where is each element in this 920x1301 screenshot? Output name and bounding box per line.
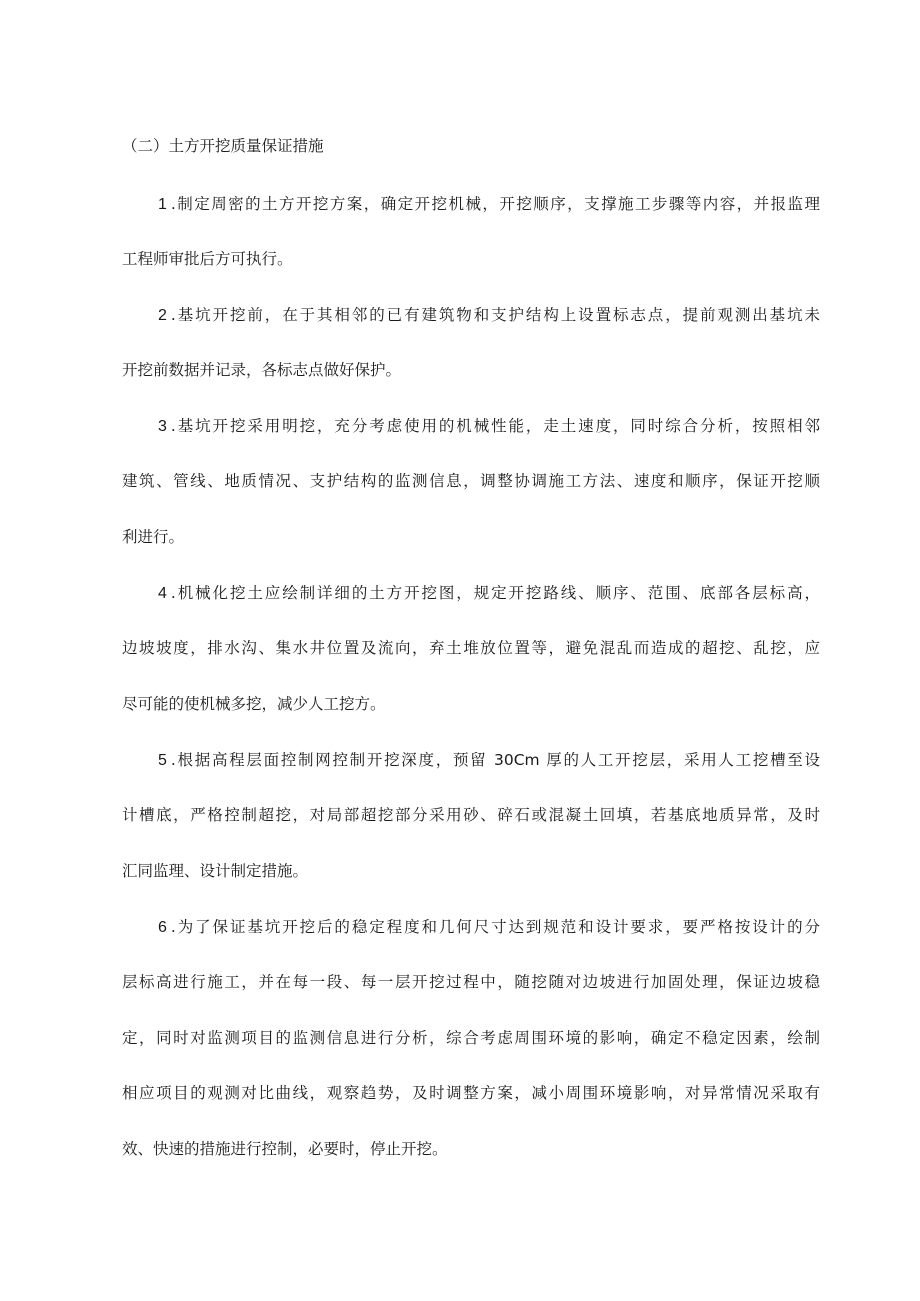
paragraph-3-line-1	[158, 413, 820, 440]
item-number: 5	[158, 752, 167, 769]
paragraph-6-line-5: 效、快速的措施进行控制，必要时，停止开挖。	[122, 1140, 448, 1158]
paragraph-text: .机械化挖土应绘制详细的土方开挖图，规定开挖路线、顺序、范围、底部各层标高，	[170, 584, 820, 602]
paragraph-5-line-2	[122, 802, 820, 828]
paragraph-2-line-1	[158, 302, 820, 329]
paragraph-text: 计槽底，严格控制超挖，对局部超挖部分采用砂、碎石或混凝土回填，若基底地质异常，及时	[122, 806, 820, 824]
item-number: 2	[158, 307, 167, 324]
item-number: 6	[158, 919, 167, 936]
paragraph-4-line-3: 尽可能的使机械多挖，减少人工挖方。	[122, 695, 386, 713]
paragraph-5-line-1	[158, 747, 820, 774]
paragraph-6-line-2	[122, 969, 820, 995]
paragraph-text: .基坑开挖前，在于其相邻的已有建筑物和支护结构上设置标志点，提前观测出基坑未	[170, 306, 820, 324]
paragraph-text: .制定周密的土方开挖方案，确定开挖机械，开挖顺序，支撑施工步骤等内容，并报监理	[170, 195, 820, 213]
paragraph-text: .根据高程层面控制网控制开挖深度，预留 30Cm 厚的人工开挖层，采用人工挖槽至设	[170, 751, 820, 769]
item-number: 4	[158, 585, 167, 602]
paragraph-3-line-3: 利进行。	[122, 528, 185, 546]
paragraph-4-line-2	[122, 635, 820, 661]
paragraph-2-line-2: 开挖前数据并记录，各标志点做好保护。	[122, 361, 402, 379]
section-title: （二）土方开挖质量保证措施	[122, 137, 324, 155]
paragraph-6-line-3	[122, 1025, 820, 1051]
paragraph-1-line-2: 工程师审批后方可执行。	[122, 250, 293, 268]
paragraph-1-line-1	[158, 191, 820, 218]
item-number: 1	[158, 196, 167, 213]
paragraph-6-line-1	[158, 914, 820, 941]
paragraph-text: .基坑开挖采用明挖，充分考虑使用的机械性能，走土速度，同时综合分析，按照相邻	[170, 417, 820, 435]
paragraph-text: .为了保证基坑开挖后的稳定程度和几何尺寸达到规范和设计要求，要严格按设计的分	[170, 918, 820, 936]
paragraph-text: 建筑、管线、地质情况、支护结构的监测信息，调整协调施工方法、速度和顺序，保证开挖顺	[122, 472, 820, 490]
paragraph-4-line-1	[158, 580, 820, 607]
paragraph-3-line-2	[122, 468, 820, 494]
paragraph-text: 边坡坡度，排水沟、集水井位置及流向，弃土堆放位置等，避免混乱而造成的超挖、乱挖，应	[122, 639, 820, 657]
paragraph-text: 层标高进行施工，并在每一段、每一层开挖过程中，随挖随对边坡进行加固处理，保证边坡稳	[122, 973, 820, 991]
paragraph-5-line-3: 汇同监理、设计制定措施。	[122, 862, 309, 880]
paragraph-text: 定，同时对监测项目的监测信息进行分析，综合考虑周围环境的影响，确定不稳定因素，绘制	[122, 1029, 820, 1047]
paragraph-text: 相应项目的观测对比曲线，观察趋势，及时调整方案，减小周围环境影响，对异常情况采取有	[122, 1084, 820, 1102]
paragraph-6-line-4	[122, 1080, 820, 1106]
item-number: 3	[158, 418, 167, 435]
